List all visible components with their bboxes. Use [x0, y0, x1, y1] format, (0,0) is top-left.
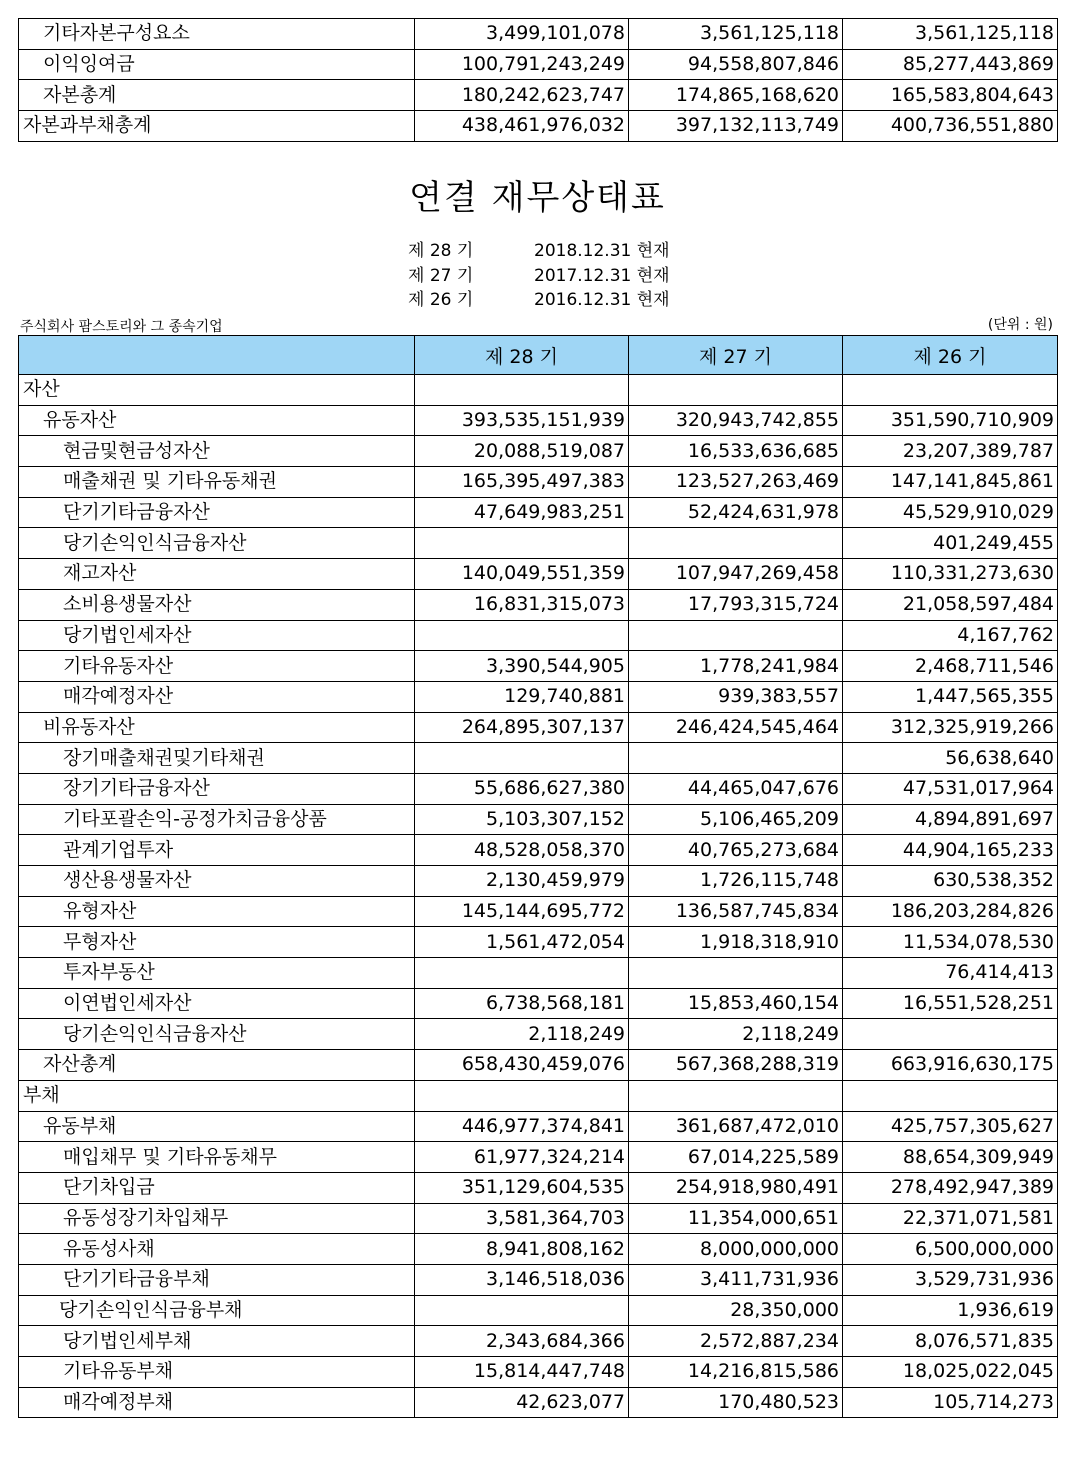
row-label: 당기손익인식금융부채	[19, 1295, 415, 1326]
table-row	[19, 405, 1058, 436]
value-cell: 100,791,243,249	[415, 49, 629, 80]
row-label: 당기손익인식금융자산	[19, 528, 415, 559]
row-label: 매각예정자산	[19, 681, 415, 712]
header-period-26: 제 26 기	[843, 336, 1058, 375]
row-label: 단기기타금융자산	[19, 497, 415, 528]
row-label: 자본총계	[19, 80, 415, 111]
table-row	[19, 1234, 1058, 1265]
value-cell: 658,430,459,076	[415, 1050, 629, 1081]
value-cell	[415, 958, 629, 989]
top-balance-table	[18, 18, 1058, 142]
value-cell: 20,088,519,087	[415, 436, 629, 467]
row-label: 매출채권 및 기타유동채권	[19, 467, 415, 498]
value-cell: 17,793,315,724	[629, 589, 843, 620]
value-cell	[415, 375, 629, 406]
table-row	[19, 958, 1058, 989]
period-list	[408, 239, 670, 313]
table-row	[19, 866, 1058, 897]
value-cell	[629, 743, 843, 774]
value-cell: 47,531,017,964	[843, 773, 1058, 804]
table-row	[19, 559, 1058, 590]
value-cell: 22,371,071,581	[843, 1203, 1058, 1234]
value-cell: 2,118,249	[629, 1019, 843, 1050]
value-cell: 1,936,619	[843, 1295, 1058, 1326]
value-cell: 278,492,947,389	[843, 1172, 1058, 1203]
value-cell: 939,383,557	[629, 681, 843, 712]
page-title: 연결 재무상태표	[409, 178, 666, 218]
value-cell	[629, 375, 843, 406]
row-label: 이익잉여금	[19, 49, 415, 80]
table-row	[19, 1080, 1058, 1111]
row-label: 이연법인세자산	[19, 988, 415, 1019]
row-label: 장기기타금융자산	[19, 773, 415, 804]
table-row	[19, 436, 1058, 467]
value-cell: 3,561,125,118	[843, 19, 1058, 50]
value-cell: 3,561,125,118	[629, 19, 843, 50]
table-row	[19, 375, 1058, 406]
table-row	[19, 743, 1058, 774]
value-cell	[629, 620, 843, 651]
value-cell: 438,461,976,032	[415, 111, 629, 142]
period-date: 2017.12.31 현재	[534, 265, 670, 286]
row-label: 기타포괄손익-공정가치금융상품	[19, 804, 415, 835]
table-row	[19, 467, 1058, 498]
value-cell: 180,242,623,747	[415, 80, 629, 111]
value-cell: 140,049,551,359	[415, 559, 629, 590]
value-cell: 129,740,881	[415, 681, 629, 712]
table-header-row	[19, 336, 1058, 375]
row-label: 당기손익인식금융자산	[19, 1019, 415, 1050]
company-name: 주식회사 팜스토리와 그 종속기업	[20, 319, 223, 335]
row-label: 단기차입금	[19, 1172, 415, 1203]
value-cell: 16,551,528,251	[843, 988, 1058, 1019]
value-cell: 2,343,684,366	[415, 1326, 629, 1357]
unit-label: (단위 : 원)	[987, 317, 1053, 333]
value-cell	[415, 528, 629, 559]
value-cell: 61,977,324,214	[415, 1142, 629, 1173]
value-cell: 56,638,640	[843, 743, 1058, 774]
table-row	[19, 835, 1058, 866]
period-label: 제 28 기	[408, 241, 474, 261]
value-cell: 85,277,443,869	[843, 49, 1058, 80]
table-row	[19, 19, 1058, 50]
row-label: 단기기타금융부채	[19, 1264, 415, 1295]
value-cell	[415, 620, 629, 651]
value-cell: 6,500,000,000	[843, 1234, 1058, 1265]
value-cell: 107,947,269,458	[629, 559, 843, 590]
value-cell: 663,916,630,175	[843, 1050, 1058, 1081]
value-cell: 3,499,101,078	[415, 19, 629, 50]
value-cell: 55,686,627,380	[415, 773, 629, 804]
table-row	[19, 1019, 1058, 1050]
value-cell: 67,014,225,589	[629, 1142, 843, 1173]
value-cell: 94,558,807,846	[629, 49, 843, 80]
value-cell: 351,590,710,909	[843, 405, 1058, 436]
row-label: 자산총계	[19, 1050, 415, 1081]
value-cell: 145,144,695,772	[415, 896, 629, 927]
row-label: 소비용생물자산	[19, 589, 415, 620]
table-row	[19, 1142, 1058, 1173]
value-cell	[843, 1080, 1058, 1111]
row-label: 생산용생물자산	[19, 866, 415, 897]
value-cell: 123,527,263,469	[629, 467, 843, 498]
value-cell: 400,736,551,880	[843, 111, 1058, 142]
table-row	[19, 1203, 1058, 1234]
value-cell: 5,106,465,209	[629, 804, 843, 835]
value-cell: 567,368,288,319	[629, 1050, 843, 1081]
value-cell: 397,132,113,749	[629, 111, 843, 142]
value-cell: 1,561,472,054	[415, 927, 629, 958]
value-cell: 2,572,887,234	[629, 1326, 843, 1357]
header-period-28: 제 28 기	[415, 336, 629, 375]
value-cell: 1,447,565,355	[843, 681, 1058, 712]
row-label: 관계기업투자	[19, 835, 415, 866]
row-label: 당기법인세자산	[19, 620, 415, 651]
table-row	[19, 712, 1058, 743]
value-cell: 147,141,845,861	[843, 467, 1058, 498]
row-label: 당기법인세부채	[19, 1326, 415, 1357]
value-cell: 1,918,318,910	[629, 927, 843, 958]
value-cell: 23,207,389,787	[843, 436, 1058, 467]
row-label: 장기매출채권및기타채권	[19, 743, 415, 774]
value-cell: 3,529,731,936	[843, 1264, 1058, 1295]
row-label: 매입채무 및 기타유동채무	[19, 1142, 415, 1173]
value-cell: 11,534,078,530	[843, 927, 1058, 958]
value-cell: 393,535,151,939	[415, 405, 629, 436]
value-cell: 76,414,413	[843, 958, 1058, 989]
value-cell: 3,390,544,905	[415, 651, 629, 682]
value-cell: 3,411,731,936	[629, 1264, 843, 1295]
value-cell: 21,058,597,484	[843, 589, 1058, 620]
value-cell: 165,583,804,643	[843, 80, 1058, 111]
value-cell: 361,687,472,010	[629, 1111, 843, 1142]
value-cell: 136,587,745,834	[629, 896, 843, 927]
row-label: 유동자산	[19, 405, 415, 436]
row-label: 유동성장기차입채무	[19, 1203, 415, 1234]
value-cell: 2,130,459,979	[415, 866, 629, 897]
value-cell: 2,468,711,546	[843, 651, 1058, 682]
table-row	[19, 528, 1058, 559]
balance-sheet-table	[18, 335, 1058, 1418]
row-label: 자본과부채총계	[19, 111, 415, 142]
value-cell	[629, 528, 843, 559]
row-label: 투자부동산	[19, 958, 415, 989]
value-cell: 52,424,631,978	[629, 497, 843, 528]
table-row	[19, 896, 1058, 927]
row-label: 유형자산	[19, 896, 415, 927]
value-cell	[629, 958, 843, 989]
value-cell: 48,528,058,370	[415, 835, 629, 866]
value-cell: 186,203,284,826	[843, 896, 1058, 927]
period-row	[408, 288, 670, 313]
row-label: 비유동자산	[19, 712, 415, 743]
table-row	[19, 1357, 1058, 1388]
value-cell: 1,778,241,984	[629, 651, 843, 682]
value-cell: 4,167,762	[843, 620, 1058, 651]
value-cell: 110,331,273,630	[843, 559, 1058, 590]
table-row	[19, 1172, 1058, 1203]
value-cell: 170,480,523	[629, 1387, 843, 1418]
value-cell: 40,765,273,684	[629, 835, 843, 866]
value-cell: 14,216,815,586	[629, 1357, 843, 1388]
table-row	[19, 497, 1058, 528]
value-cell	[843, 1019, 1058, 1050]
table-row	[19, 49, 1058, 80]
period-row	[408, 264, 670, 289]
value-cell: 105,714,273	[843, 1387, 1058, 1418]
value-cell: 630,538,352	[843, 866, 1058, 897]
value-cell: 45,529,910,029	[843, 497, 1058, 528]
value-cell: 312,325,919,266	[843, 712, 1058, 743]
table-row	[19, 80, 1058, 111]
table-row	[19, 1264, 1058, 1295]
value-cell: 2,118,249	[415, 1019, 629, 1050]
row-label: 재고자산	[19, 559, 415, 590]
value-cell: 15,853,460,154	[629, 988, 843, 1019]
value-cell: 3,581,364,703	[415, 1203, 629, 1234]
value-cell: 1,726,115,748	[629, 866, 843, 897]
table-row	[19, 773, 1058, 804]
value-cell: 5,103,307,152	[415, 804, 629, 835]
value-cell: 254,918,980,491	[629, 1172, 843, 1203]
value-cell: 11,354,000,651	[629, 1203, 843, 1234]
period-date: 2018.12.31 현재	[534, 241, 670, 261]
value-cell	[415, 1295, 629, 1326]
value-cell: 8,000,000,000	[629, 1234, 843, 1265]
table-row	[19, 1050, 1058, 1081]
period-date: 2016.12.31 현재	[534, 290, 670, 310]
table-row	[19, 1326, 1058, 1357]
value-cell: 42,623,077	[415, 1387, 629, 1418]
row-label: 매각예정부채	[19, 1387, 415, 1418]
value-cell: 15,814,447,748	[415, 1357, 629, 1388]
value-cell: 6,738,568,181	[415, 988, 629, 1019]
table-row	[19, 111, 1058, 142]
value-cell: 425,757,305,627	[843, 1111, 1058, 1142]
value-cell: 88,654,309,949	[843, 1142, 1058, 1173]
value-cell: 44,904,165,233	[843, 835, 1058, 866]
value-cell: 351,129,604,535	[415, 1172, 629, 1203]
value-cell: 18,025,022,045	[843, 1357, 1058, 1388]
table-row	[19, 651, 1058, 682]
value-cell: 3,146,518,036	[415, 1264, 629, 1295]
row-label: 부채	[19, 1080, 415, 1111]
value-cell: 246,424,545,464	[629, 712, 843, 743]
value-cell	[415, 743, 629, 774]
value-cell: 446,977,374,841	[415, 1111, 629, 1142]
value-cell: 174,865,168,620	[629, 80, 843, 111]
value-cell	[843, 375, 1058, 406]
value-cell: 16,533,636,685	[629, 436, 843, 467]
table-row	[19, 804, 1058, 835]
value-cell: 28,350,000	[629, 1295, 843, 1326]
table-row	[19, 1295, 1058, 1326]
table-row	[19, 589, 1058, 620]
value-cell	[415, 1080, 629, 1111]
row-label: 무형자산	[19, 927, 415, 958]
row-label: 유동부채	[19, 1111, 415, 1142]
row-label: 유동성사채	[19, 1234, 415, 1265]
table-row	[19, 620, 1058, 651]
value-cell: 44,465,047,676	[629, 773, 843, 804]
row-label: 기타자본구성요소	[19, 19, 415, 50]
value-cell	[629, 1080, 843, 1111]
value-cell: 8,076,571,835	[843, 1326, 1058, 1357]
value-cell: 8,941,808,162	[415, 1234, 629, 1265]
period-label: 제 27 기	[408, 265, 474, 286]
value-cell: 47,649,983,251	[415, 497, 629, 528]
header-label-col	[19, 336, 415, 375]
value-cell: 264,895,307,137	[415, 712, 629, 743]
value-cell: 320,943,742,855	[629, 405, 843, 436]
value-cell: 16,831,315,073	[415, 589, 629, 620]
row-label: 현금및현금성자산	[19, 436, 415, 467]
header-period-27: 제 27 기	[629, 336, 843, 375]
table-row	[19, 1111, 1058, 1142]
row-label: 자산	[19, 375, 415, 406]
row-label: 기타유동부채	[19, 1357, 415, 1388]
value-cell: 4,894,891,697	[843, 804, 1058, 835]
period-label: 제 26 기	[408, 290, 474, 310]
row-label: 기타유동자산	[19, 651, 415, 682]
period-row	[408, 239, 670, 264]
value-cell: 401,249,455	[843, 528, 1058, 559]
table-row	[19, 681, 1058, 712]
table-row	[19, 1387, 1058, 1418]
table-row	[19, 988, 1058, 1019]
table-row	[19, 927, 1058, 958]
value-cell: 165,395,497,383	[415, 467, 629, 498]
